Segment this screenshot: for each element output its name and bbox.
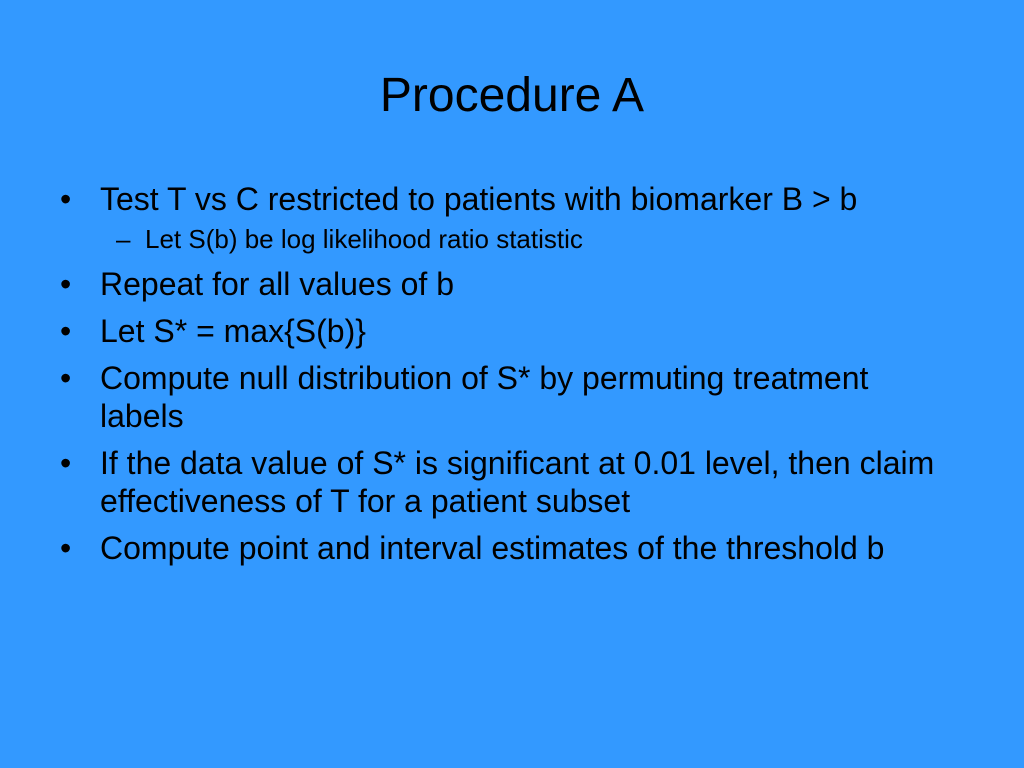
bullet-marker: • [60, 266, 72, 302]
bullet-item [0, 312, 960, 350]
bullet-list [0, 180, 1024, 576]
bullet-text: Repeat for all values of b [100, 266, 454, 302]
bullet-item [0, 265, 960, 303]
bullet-text: Compute null distribution of S* by permuting treatment labels [100, 360, 869, 434]
bullet-text: If the data value of S* is significant at 0.01 level, then claim effectiveness of T for a patient subset [100, 445, 935, 519]
bullet-text: Let S* = max{S(b)} [100, 313, 366, 349]
sub-bullet-marker: – [116, 224, 131, 254]
bullet-text: Test T vs C restricted to patients with biomarker B > b [100, 181, 858, 217]
sub-bullet-item [0, 223, 965, 255]
bullet-text: Compute point and interval estimates of the threshold b [100, 530, 885, 566]
bullet-marker: • [60, 360, 72, 396]
bullet-marker: • [60, 445, 72, 481]
bullet-marker: • [60, 181, 72, 217]
bullet-item [0, 359, 960, 435]
sub-bullet-text: Let S(b) be log likelihood ratio statistic [145, 224, 583, 254]
bullet-item [0, 529, 960, 567]
bullet-marker: • [60, 313, 72, 349]
bullet-marker: • [60, 530, 72, 566]
bullet-item [0, 180, 960, 218]
slide-title: Procedure A [379, 69, 645, 122]
bullet-item [0, 444, 960, 520]
